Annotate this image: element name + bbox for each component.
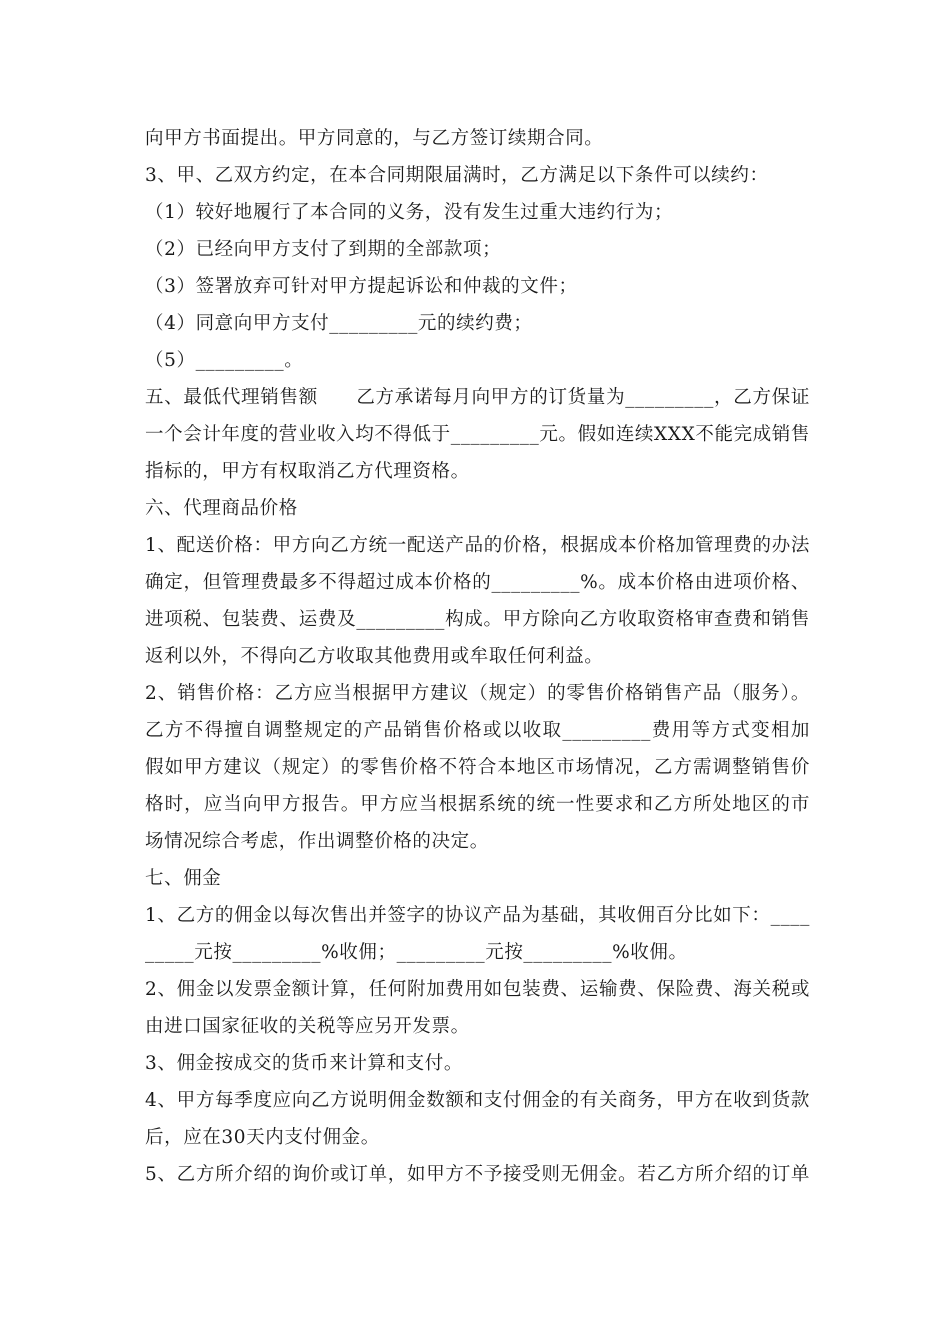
text-line: 2、佣金以发票金额计算，任何附加费用如包装费、运输费、保险费、海关税或 (145, 979, 810, 1000)
text-line: 2、销售价格：乙方应当根据甲方建议（规定）的零售价格销售产品（服务）。 (145, 683, 810, 704)
text-line: 后，应在30天内支付佣金。 (145, 1127, 380, 1148)
text-line: 确定，但管理费最多不得超过成本价格的_________%。成本价格由进项价格、 (145, 572, 810, 593)
text-line: （1）较好地履行了本合同的义务，没有发生过重大违约行为； (145, 202, 674, 223)
text-line: 格时，应当向甲方报告。甲方应当根据系统的统一性要求和乙方所处地区的市 (145, 794, 810, 815)
text-line: 一个会计年度的营业收入均不得低于_________元。假如连续XXX不能完成销售 (145, 424, 810, 445)
text-line: 六、代理商品价格 (145, 498, 298, 519)
text-line: 五、最低代理销售额 乙方承诺每月向甲方的订货量为_________，乙方保证 (145, 387, 810, 408)
text-line: 3、甲、乙双方约定，在本合同期限届满时，乙方满足以下条件可以续约： (145, 165, 769, 186)
text-line: 返利以外，不得向乙方收取其他费用或牟取任何利益。 (145, 646, 604, 667)
text-line: _____元按_________%收佣；_________元按_________%收佣。 (145, 942, 688, 963)
text-line: 场情况综合考虑，作出调整价格的决定。 (145, 831, 489, 852)
text-line: 假如甲方建议（规定）的零售价格不符合本地区市场情况，乙方需调整销售价 (145, 757, 810, 778)
text-line: 七、佣金 (145, 868, 222, 889)
text-line: 5、乙方所介绍的询价或订单，如甲方不予接受则无佣金。若乙方所介绍的订单 (145, 1164, 810, 1185)
text-line: 1、配送价格：甲方向乙方统一配送产品的价格，根据成本价格加管理费的办法 (145, 535, 810, 556)
text-line: 向甲方书面提出。甲方同意的，与乙方签订续期合同。 (145, 128, 604, 149)
text-line: （4）同意向甲方支付_________元的续约费； (145, 313, 533, 334)
text-line: 4、甲方每季度应向乙方说明佣金数额和支付佣金的有关商务，甲方在收到货款 (145, 1090, 810, 1111)
text-line: 1、乙方的佣金以每次售出并签字的协议产品为基础，其收佣百分比如下：____ (145, 905, 810, 926)
text-line: 由进口国家征收的关税等应另开发票。 (145, 1016, 470, 1037)
text-line: （5）_________。 (145, 350, 304, 371)
text-line: （3）签署放弃可针对甲方提起诉讼和仲裁的文件； (145, 276, 578, 297)
text-line: 指标的，甲方有权取消乙方代理资格。 (145, 461, 470, 482)
document-body (145, 120, 810, 1193)
text-line: 乙方不得擅自调整规定的产品销售价格或以收取_________费用等方式变相加 (145, 720, 810, 741)
text-line: （2）已经向甲方支付了到期的全部款项； (145, 239, 502, 260)
text-line: 3、佣金按成交的货币来计算和支付。 (145, 1053, 463, 1074)
text-line: 进项税、包装费、运费及_________构成。甲方除向乙方收取资格审查费和销售 (145, 609, 810, 630)
